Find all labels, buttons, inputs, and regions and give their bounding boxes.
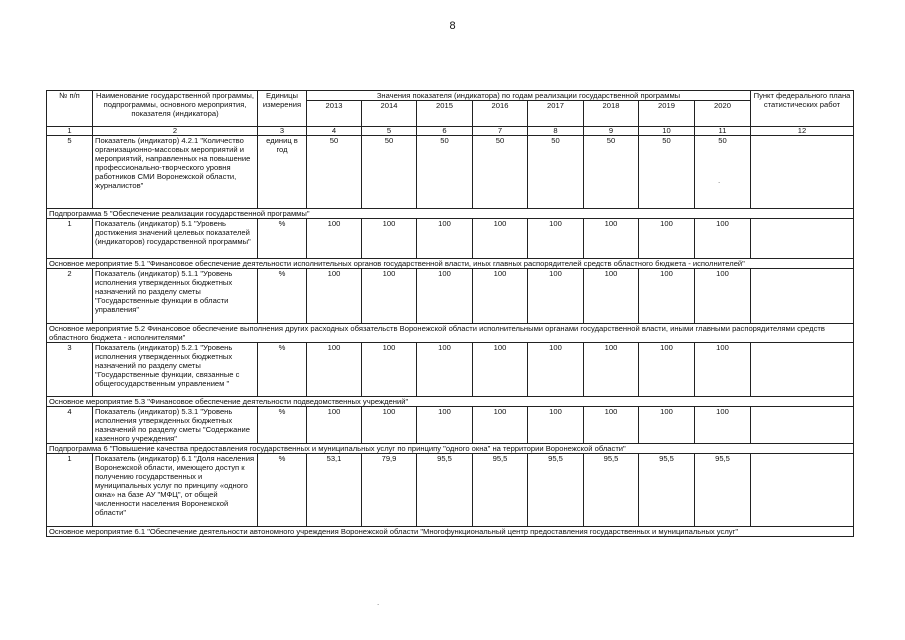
unit: % xyxy=(258,269,307,324)
year-value: 53,1 xyxy=(307,454,362,527)
unit: единиц в год xyxy=(258,136,307,209)
year-value: 100 xyxy=(307,407,362,444)
section-title: Основное мероприятие 5.1 "Финансовое обеспечение деятельности исполнительных органов государственной власти, иных главных распорядителей средств областного бюджета - исполнителей" xyxy=(47,259,854,269)
column-number: 5 xyxy=(362,127,417,136)
year-value: 100 xyxy=(528,269,584,324)
indicator-row xyxy=(47,454,854,527)
year-value: 100 xyxy=(362,407,417,444)
year-value: 100 xyxy=(639,407,695,444)
row-number: 5 xyxy=(47,136,93,209)
year-value: 95,5 xyxy=(584,454,639,527)
year-value: 50 xyxy=(639,136,695,209)
indicator-name: Показатель (индикатор) 5.3.1 "Уровень исполнения утвержденных бюджетных назначений по разделу сметы "Содержание казенного учреждения" xyxy=(93,407,258,444)
indicator-row xyxy=(47,219,854,259)
row-number: 1 xyxy=(47,454,93,527)
column-number: 7 xyxy=(473,127,528,136)
section-row xyxy=(47,444,854,454)
row-number: 1 xyxy=(47,219,93,259)
header-year: 2015 xyxy=(417,101,473,127)
header-year: 2017 xyxy=(528,101,584,127)
year-value: 50 xyxy=(473,136,528,209)
year-value: 50 xyxy=(417,136,473,209)
year-value: 95,5 xyxy=(417,454,473,527)
federal-plan-item xyxy=(751,219,854,259)
unit: % xyxy=(258,407,307,444)
unit: % xyxy=(258,219,307,259)
indicators-table xyxy=(46,90,854,537)
year-value: 100 xyxy=(639,343,695,397)
indicator-row xyxy=(47,407,854,444)
federal-plan-item xyxy=(751,136,854,209)
year-value: 100 xyxy=(473,407,528,444)
section-row xyxy=(47,527,854,537)
year-value: 100 xyxy=(639,269,695,324)
header-num: № п/п xyxy=(47,91,93,127)
year-value: 100 xyxy=(417,407,473,444)
page-number: 8 xyxy=(449,20,456,32)
column-number: 9 xyxy=(584,127,639,136)
year-value: 100 xyxy=(639,219,695,259)
year-value: 100 xyxy=(695,219,751,259)
year-value: 100 xyxy=(695,343,751,397)
year-value: 95,5 xyxy=(695,454,751,527)
scan-dot: . xyxy=(718,176,721,185)
row-number: 3 xyxy=(47,343,93,397)
indicator-name: Показатель (индикатор) 4.2.1 "Количество организационно-массовых мероприятий и мероприятий, направленных на повышение профессионально-творческого уровня работников СМИ Воронежской области, журналистов" xyxy=(93,136,258,209)
year-value: 95,5 xyxy=(528,454,584,527)
column-number: 12 xyxy=(751,127,854,136)
header-values-group: Значения показателя (индикатора) по годам реализации государственной программы xyxy=(307,91,751,101)
year-value: 100 xyxy=(584,219,639,259)
header-year: 2014 xyxy=(362,101,417,127)
column-number: 11 xyxy=(695,127,751,136)
header-year: 2018 xyxy=(584,101,639,127)
indicator-row xyxy=(47,343,854,397)
column-number: 8 xyxy=(528,127,584,136)
section-row xyxy=(47,259,854,269)
year-value: 100 xyxy=(695,269,751,324)
indicator-row xyxy=(47,269,854,324)
column-number: 6 xyxy=(417,127,473,136)
column-number: 1 xyxy=(47,127,93,136)
year-value: 100 xyxy=(473,343,528,397)
year-value: 100 xyxy=(473,269,528,324)
year-value: 50 xyxy=(307,136,362,209)
year-value: 100 xyxy=(473,219,528,259)
header-year: 2013 xyxy=(307,101,362,127)
year-value: 100 xyxy=(417,343,473,397)
header-unit: Единицы измерения xyxy=(258,91,307,127)
year-value: 100 xyxy=(528,407,584,444)
header-year: 2020 xyxy=(695,101,751,127)
section-title: Основное мероприятие 5.3 "Финансовое обеспечение деятельности подведомственных учреждений" xyxy=(47,397,854,407)
indicator-name: Показатель (индикатор) 5.1 "Уровень достижения значений целевых показателей (индикаторов) государственной программы" xyxy=(93,219,258,259)
year-value: 100 xyxy=(528,343,584,397)
year-value: 95,5 xyxy=(473,454,528,527)
section-row xyxy=(47,397,854,407)
scan-dot: . xyxy=(377,598,380,607)
year-value: 50 xyxy=(584,136,639,209)
indicator-name: Показатель (индикатор) 5.2.1 "Уровень исполнения утвержденных бюджетных назначений по разделу сметы "Государственные функции, связанные с общегосударственным управлением " xyxy=(93,343,258,397)
unit: % xyxy=(258,454,307,527)
year-value: 100 xyxy=(307,343,362,397)
column-number: 3 xyxy=(258,127,307,136)
column-number: 4 xyxy=(307,127,362,136)
year-value: 100 xyxy=(307,219,362,259)
section-title: Основное мероприятие 5.2 Финансовое обеспечение выполнения других расходных обязательств Воронежской области исполнительными органами государственной власти, иными главными распорядителями средств областного бюджета - исполнителями" xyxy=(47,324,854,343)
row-number: 2 xyxy=(47,269,93,324)
year-value: 50 xyxy=(362,136,417,209)
section-title: Подпрограмма 5 "Обеспечение реализации государственной программы" xyxy=(47,209,854,219)
year-value: 100 xyxy=(695,407,751,444)
year-value: 100 xyxy=(584,343,639,397)
header-year: 2019 xyxy=(639,101,695,127)
header-federal: Пункт федерального плана статистических работ xyxy=(751,91,854,127)
indicator-name: Показатель (индикатор) 6.1 "Доля населения Воронежской области, имеющего доступ к получению государственных и муниципальных услуг по принципу «одного окна» на базе АУ "МФЦ", от общей численности населения Воронежской области" xyxy=(93,454,258,527)
year-value: 79,9 xyxy=(362,454,417,527)
year-value: 50 xyxy=(695,136,751,209)
year-value: 100 xyxy=(528,219,584,259)
year-value: 100 xyxy=(362,219,417,259)
year-value: 50 xyxy=(528,136,584,209)
year-value: 100 xyxy=(417,269,473,324)
header-year: 2016 xyxy=(473,101,528,127)
section-title: Подпрограмма 6 "Повышение качества предоставления государственных и муниципальных услуг по принципу "одного окна" на территории Воронежской области" xyxy=(47,444,854,454)
section-row xyxy=(47,209,854,219)
column-number: 10 xyxy=(639,127,695,136)
year-value: 100 xyxy=(584,407,639,444)
column-number: 2 xyxy=(93,127,258,136)
federal-plan-item xyxy=(751,343,854,397)
year-value: 100 xyxy=(362,343,417,397)
section-row xyxy=(47,324,854,343)
federal-plan-item xyxy=(751,269,854,324)
year-value: 100 xyxy=(362,269,417,324)
indicator-row xyxy=(47,136,854,209)
year-value: 95,5 xyxy=(639,454,695,527)
section-title: Основное мероприятие 6.1 "Обеспечение деятельности автономного учреждения Воронежской области "Многофункциональный центр предоставления государственных и муниципальных услуг" xyxy=(47,527,854,537)
federal-plan-item xyxy=(751,454,854,527)
indicator-name: Показатель (индикатор) 5.1.1 "Уровень исполнения утвержденных бюджетных назначений по разделу сметы "Государственные функции в области управления" xyxy=(93,269,258,324)
year-value: 100 xyxy=(584,269,639,324)
row-number: 4 xyxy=(47,407,93,444)
header-name: Наименование государственной программы, подпрограммы, основного мероприятия, показателя (индикатора) xyxy=(93,91,258,127)
year-value: 100 xyxy=(307,269,362,324)
federal-plan-item xyxy=(751,407,854,444)
unit: % xyxy=(258,343,307,397)
year-value: 100 xyxy=(417,219,473,259)
